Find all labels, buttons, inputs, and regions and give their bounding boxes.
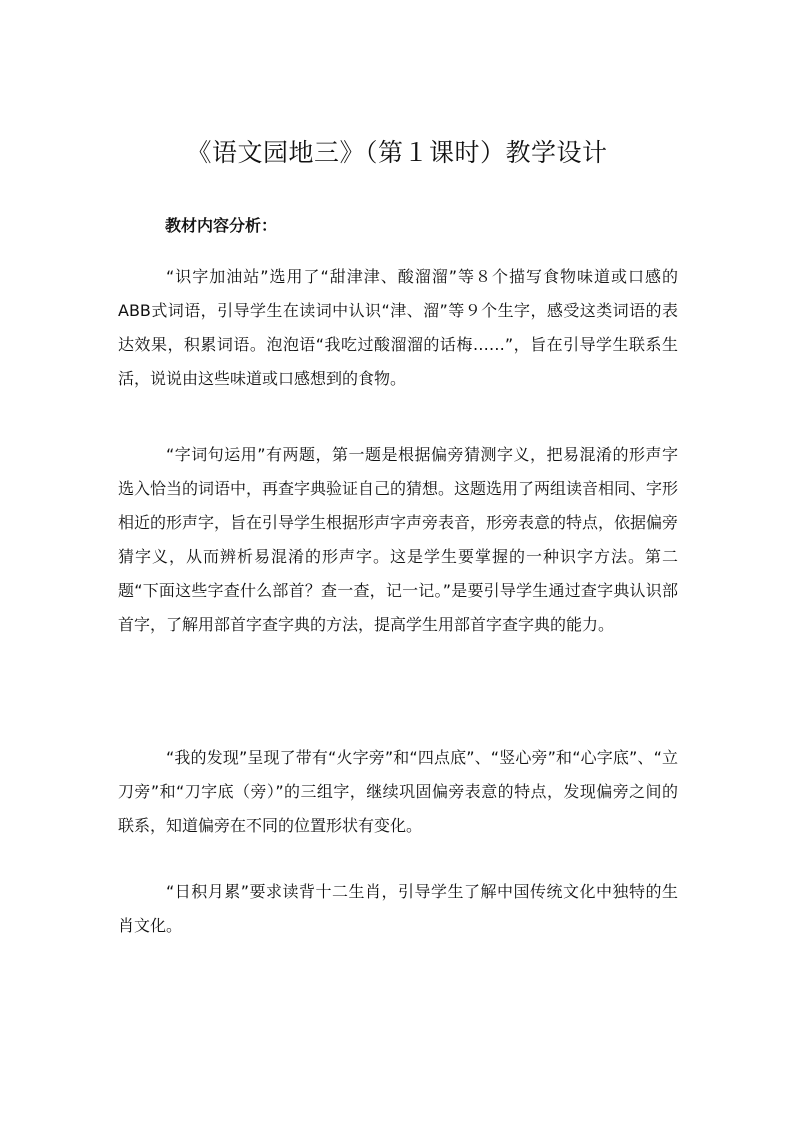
page-title: 《语文园地三》（第１课时）教学设计 [186,138,608,167]
section-heading: 教材内容分析： [165,216,278,235]
paragraph-daily-accumulation: “日积月累”要求读背十二生肖，引导学生了解中国传统文化中独特的生肖文化。 [118,882,678,935]
paragraph-literacy-station: “识字加油站”选用了“甜津津、酸溜溜”等８个描写食物味道或口感的ABB式词语，引导学生在读词中认识“津、溜”等９个生字，感受这类词语的表达效果，积累词语。泡泡语“我吃过酸溜溜的话梅……”，旨在引导学生联系生活，说说由这些味道或口感想到的食物。 [118,267,678,388]
paragraph-word-usage: “字词句运用”有两题，第一题是根据偏旁猜测字义，把易混淆的形声字选入恰当的词语中，再查字典验证自己的猜想。这题选用了两组读音相同、字形相近的形声字，旨在引导学生根据形声字声旁表音，形旁表意的特点，依据偏旁猜字义，从而辨析易混淆的形声字。这是学生要掌握的一种识字方法。第二题“下面这些字查什么部首？查一查，记一记。”是要引导学生通过查字典认识部首字，了解用部首字查字典的方法，提高学生用部首字查字典的能力。 [118,445,679,634]
paragraph-my-discovery: “我的发现”呈现了带有“火字旁”和“四点底”、“竖心旁”和“心字底”、“立刀旁”和“刀字底（旁）”的三组字，继续巩固偏旁表意的特点，发现偏旁之间的联系，知道偏旁在不同的位置形状有变化。 [118,748,678,835]
